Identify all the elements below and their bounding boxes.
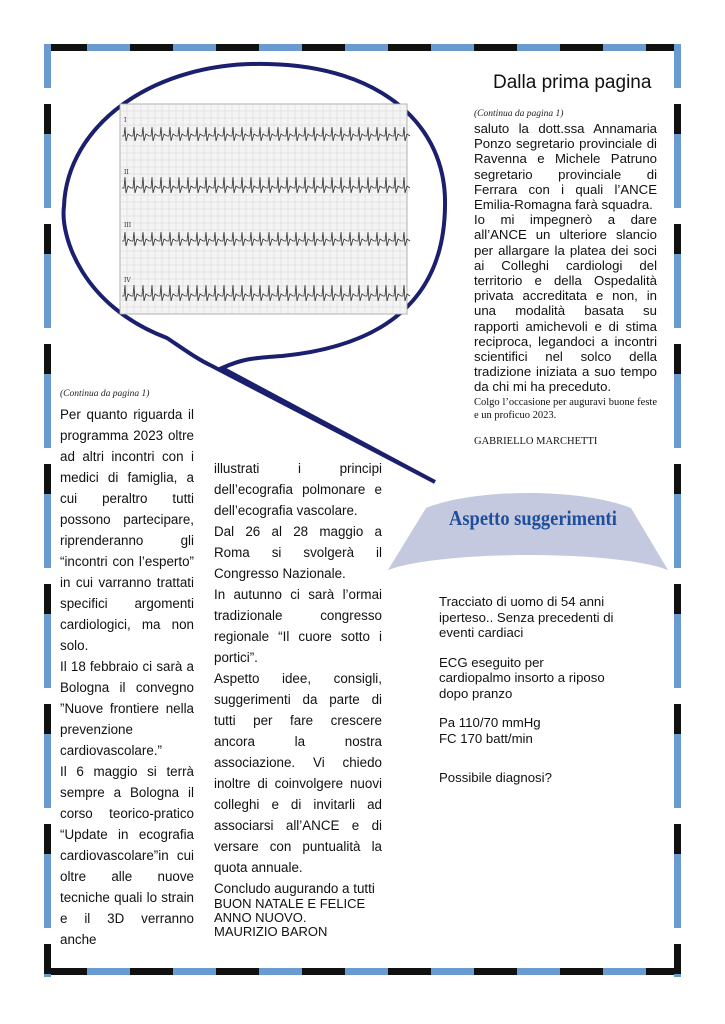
bottom-border xyxy=(44,968,681,975)
top-border xyxy=(44,44,681,51)
ecg-paper xyxy=(120,104,410,314)
right-border xyxy=(674,44,681,977)
greeting-line-2: ANNO NUOVO. xyxy=(214,910,307,925)
case-description: Tracciato di uomo di 54 anni iperteso.. Senza precedenti di eventi cardiaci xyxy=(439,594,614,640)
right-signature: GABRIELLO MARCHETTI xyxy=(474,436,598,447)
right-paragraph-2: Io mi impegnerò a dare all’ANCE un ulteriore slancio per allargare la platea dei soci ai Colleghi cardiologi del territorio e della Ospedalità privata accreditata e non, in una modalità basata su rapporti amichevoli e di stima reciproca, legandoci a incontri scientifici nel solco della tradizione iniziata a suo tempo da chi mi ha preceduto. xyxy=(474,212,657,395)
case-vitals xyxy=(439,715,619,746)
case-question: Possibile diagnosi? xyxy=(439,770,552,785)
left-paragraph-3: Il 6 maggio si terrà sempre a Bologna il corso teorico-pratico “Update in ecografia cardiovascolare”in cui oltre alle nuove tecniche quali lo strain e il 3D verranno anche xyxy=(60,764,194,947)
middle-paragraph-1: illustrati i principi dell’ecografia polmonare e dell’ecografia vascolare. xyxy=(214,461,382,518)
greeting-line-1: BUON NATALE E FELICE xyxy=(214,896,366,911)
middle-paragraph-3: In autunno ci sarà l’ormai tradizionale congresso regionale “Il cuore sotto i portici”. xyxy=(214,587,382,665)
ribbon-title: Aspetto suggerimenti xyxy=(449,506,617,530)
case-ecg-context: ECG eseguito per cardiopalmo insorto a riposo dopo pranzo xyxy=(439,654,605,701)
middle-column xyxy=(214,458,382,899)
heart-rate: FC 170 batt/min xyxy=(439,730,533,746)
left-border xyxy=(44,44,51,977)
left-column xyxy=(60,404,194,950)
left-paragraph-1: Per quanto riguarda il programma 2023 oltre ad altri incontri con i medici di famiglia, a cui peraltro tutti possono partecipare, riprenderanno gli “incontri con l’esperto” in cui varranno trattati specifici argomenti cardiologici, ma non solo. xyxy=(60,407,194,653)
left-paragraph-2: Il 18 febbraio ci sarà a Bologna il convegno ”Nuove frontiere nella prevenzione cardiovascolare.” xyxy=(60,659,194,758)
closing-greeting xyxy=(214,897,365,939)
continued-note-left: (Continua da pagina 1) xyxy=(60,389,150,399)
ecg-lead-label: III xyxy=(124,222,132,229)
right-article xyxy=(474,121,657,395)
ecg-lead-label: II xyxy=(124,169,129,176)
ecg-lead-label: IV xyxy=(124,277,131,284)
middle-signature: MAURIZIO BARON xyxy=(214,924,328,939)
ecg-lead-label: I xyxy=(124,117,127,124)
continued-note-right: (Continua da pagina 1) xyxy=(474,109,564,119)
blood-pressure: Pa 110/70 mmHg xyxy=(439,715,541,730)
middle-paragraph-2: Dal 26 al 28 maggio a Roma si svolgerà il Congresso Nazionale. xyxy=(214,524,382,581)
page-title: Dalla prima pagina xyxy=(493,72,652,93)
ribbon-shape xyxy=(388,493,668,570)
case-box xyxy=(439,594,619,800)
middle-paragraph-4: Aspetto idee, consigli, suggerimenti da parte di tutti per fare crescere ancora la nostra associazione. Vi chiedo inoltre di coinvolgere nuovi colleghi e di invitarli ad associarsi all’ANCE e di versare con puntualità la quota annuale. xyxy=(214,671,382,875)
middle-paragraph-5: Concludo augurando a tutti xyxy=(214,881,375,896)
right-paragraph-1: saluto la dott.ssa Annamaria Ponzo segretario provinciale di Ravenna e Michele Patruno segretario provinciale di Ferrara con i quali l’ANCE Emilia-Romagna farà squadra. xyxy=(474,121,657,213)
right-closing: Colgo l’occasione per auguravi buone feste e un proficuo 2023. xyxy=(474,397,657,421)
ribbon-banner xyxy=(386,470,670,602)
